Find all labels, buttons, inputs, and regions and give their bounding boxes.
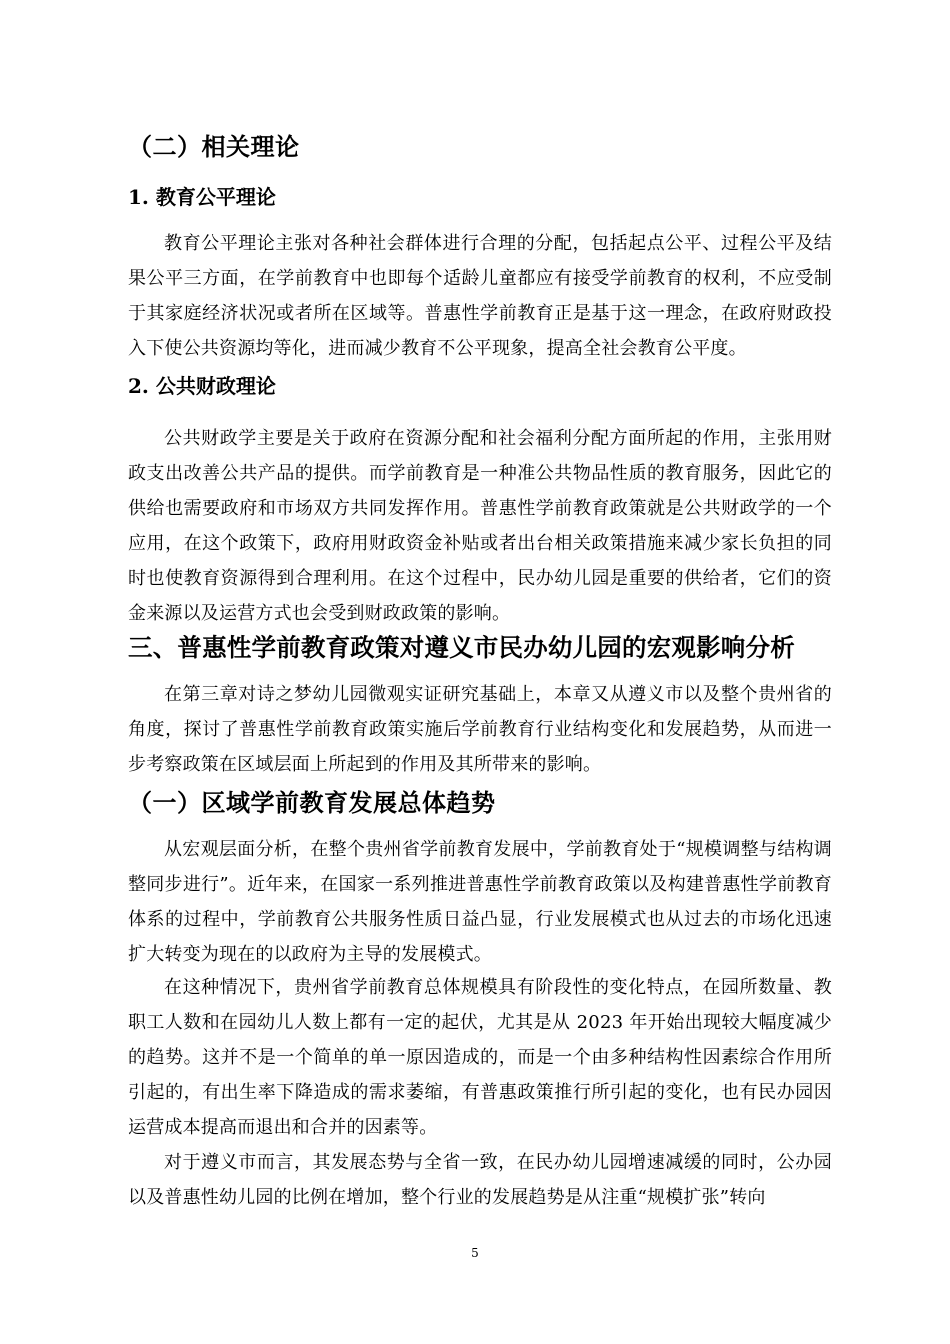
paragraph-education-equity: 教育公平理论主张对各种社会群体进行合理的分配，包括起点公平、过程公平及结果公平三方面，在学前教育中也即每个适龄儿童都应有接受学前教育的权利，不应受制于其家庭经济状况或者所在区域等。普惠性学前教育正是基于这一理念，在政府财政投入下使公共资源均等化，进而减少教育不公平现象，提高全社会教育公平度。 <box>128 233 832 359</box>
paragraph-chapter-intro: 在第三章对诗之梦幼儿园微观实证研究基础上，本章又从遵义市以及整个贵州省的角度，探讨了普惠性学前教育政策实施后学前教育行业结构变化和发展趋势，从而进一步考察政策在区域层面上所起到的作用及其所带来的影响。 <box>128 684 832 775</box>
paragraph-public-finance: 公共财政学主要是关于政府在资源分配和社会福利分配方面所起的作用，主张用财政支出改善公共产品的提供。而学前教育是一种准公共物品性质的教育服务，因此它的供给也需要政府和市场双方共同发挥作用。普惠性学前教育政策就是公共财政学的一个应用，在这个政策下，政府用财政资金补贴或者出台相关政策措施来减少家长负担的同时也使教育资源得到合理利用。在这个过程中，民办幼儿园是重要的供给者，它们的资金来源以及运营方式也会受到财政政策的影响。 <box>128 428 832 624</box>
paragraph-trend-zunyi: 对于遵义市而言，其发展态势与全省一致，在民办幼儿园增速减缓的同时，公办园以及普惠性幼儿园的比例在增加，整个行业的发展趋势是从注重“规模扩张”转向 <box>128 1152 832 1208</box>
chapter-heading-macro-impact: 三、普惠性学前教育政策对遵义市民办幼儿园的宏观影响分析 <box>128 633 795 662</box>
subheading-public-finance: 2. 公共财政理论 <box>128 374 276 398</box>
paragraph-trend-scale: 在这种情况下，贵州省学前教育总体规模具有阶段性的变化特点，在园所数量、教职工人数和在园幼儿人数上都有一定的起伏，尤其是从 2023 年开始出现较大幅度减少的趋势。这并不是一个简单的单一原因造成的，而是一个由多种结构性因素综合作用所引起的，有出生率下降造成的需求萎缩，有普惠政策推行所引起的变化，也有民办园因运营成本提高而退出和合并的因素等。 <box>128 977 832 1138</box>
section-heading-related-theory: （二）相关理论 <box>128 132 300 161</box>
subheading-education-equity: 1. 教育公平理论 <box>128 185 276 209</box>
paragraph-trend-overview: 从宏观层面分析，在整个贵州省学前教育发展中，学前教育处于“规模调整与结构调整同步进行”。近年来，在国家一系列推进普惠性学前教育政策以及构建普惠性学前教育体系的过程中，学前教育公共服务性质日益凸显，行业发展模式也从过去的市场化迅速扩大转变为现在的以政府为主导的发展模式。 <box>128 839 832 965</box>
section-heading-regional-trend: （一）区域学前教育发展总体趋势 <box>128 788 496 817</box>
page-number: 5 <box>471 1246 479 1260</box>
